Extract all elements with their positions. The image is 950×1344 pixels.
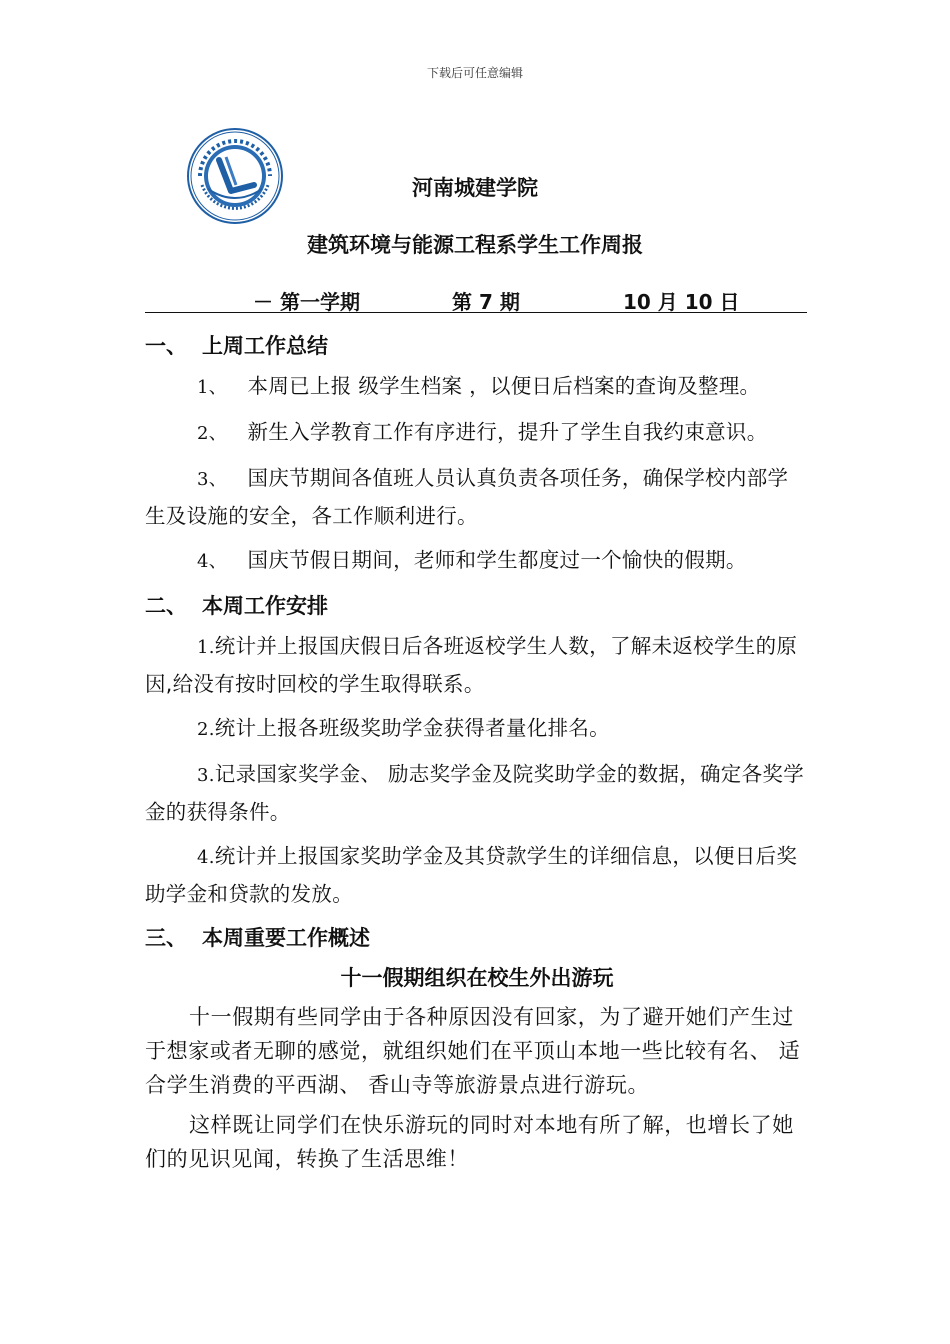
item-number: 1. xyxy=(197,637,215,658)
section-number: 二、 xyxy=(145,594,187,618)
item-text: 统计上报各班级奖助学金获得者量化排名。 xyxy=(214,716,610,740)
section-heading xyxy=(145,920,809,960)
list-item xyxy=(145,414,809,452)
term-issue: 第 7 期 xyxy=(452,290,520,314)
section-title: 上周工作总结 xyxy=(202,334,328,358)
item-number: 4. xyxy=(197,847,215,868)
item-number: 2、 xyxy=(197,423,228,444)
item-number: 4、 xyxy=(197,551,228,572)
report-body xyxy=(145,328,809,1176)
section-heading xyxy=(145,588,809,628)
article-paragraph: 十一假期有些同学由于各种原因没有回家，为了避开她们产生过于想家或者无聊的感觉，就组织她们在平顶山本地一些比较有名、 适合学生消费的平西湖、 香山寺等旅游景点进行游玩。 xyxy=(145,1005,801,1097)
item-number: 1、 xyxy=(197,377,228,398)
school-name: 河南城建学院 xyxy=(412,176,538,200)
term-date: 10 月 10 日 xyxy=(623,290,740,314)
section-title: 本周重要工作概述 xyxy=(202,926,370,950)
item-text: 新生入学教育工作有序进行，提升了学生自我约束意识。 xyxy=(247,420,768,444)
header-note: 下载后可任意编辑 xyxy=(426,66,523,80)
item-text: 记录国家奖学金、 励志奖学金及院奖助学金的数据，确定各奖学金的获得条件。 xyxy=(145,762,804,824)
list-item xyxy=(145,838,809,912)
term-line xyxy=(145,286,807,313)
list-item xyxy=(145,460,809,534)
item-number: 3. xyxy=(197,765,215,786)
article-title: 十一假期组织在校生外出游玩 xyxy=(340,966,614,990)
report-title: 建筑环境与能源工程系学生工作周报 xyxy=(307,233,643,257)
item-text: 本周已上报 级学生档案 ，以便日后档案的查询及整理。 xyxy=(247,374,761,398)
item-number: 3、 xyxy=(197,469,228,490)
list-item xyxy=(145,756,809,830)
list-item xyxy=(145,710,809,748)
item-text: 国庆节期间各值班人员认真负责各项任务，确保学校内部学生及设施的安全，各工作顺利进行。 xyxy=(145,466,789,528)
section-title: 本周工作安排 xyxy=(202,594,328,618)
list-item xyxy=(145,628,809,702)
item-number: 2. xyxy=(197,719,215,740)
item-text: 统计并上报国家奖助学金及其贷款学生的详细信息，以便日后奖助学金和贷款的发放。 xyxy=(145,844,798,906)
item-text: 国庆节假日期间，老师和学生都度过一个愉快的假期。 xyxy=(247,548,747,572)
list-item xyxy=(145,368,809,406)
section-number: 三、 xyxy=(145,926,187,950)
term-semester: － 第一学期 xyxy=(253,290,360,314)
item-text: 统计并上报国庆假日后各班返校学生人数，了解未返校学生的原因,给没有按时回校的学生取得联系。 xyxy=(145,634,798,696)
section-number: 一、 xyxy=(145,334,187,358)
article-paragraph: 这样既让同学们在快乐游玩的同时对本地有所了解，也增长了她们的见识见闻，转换了生活思维！ xyxy=(145,1113,794,1171)
list-item xyxy=(145,542,809,580)
section-heading xyxy=(145,328,809,368)
